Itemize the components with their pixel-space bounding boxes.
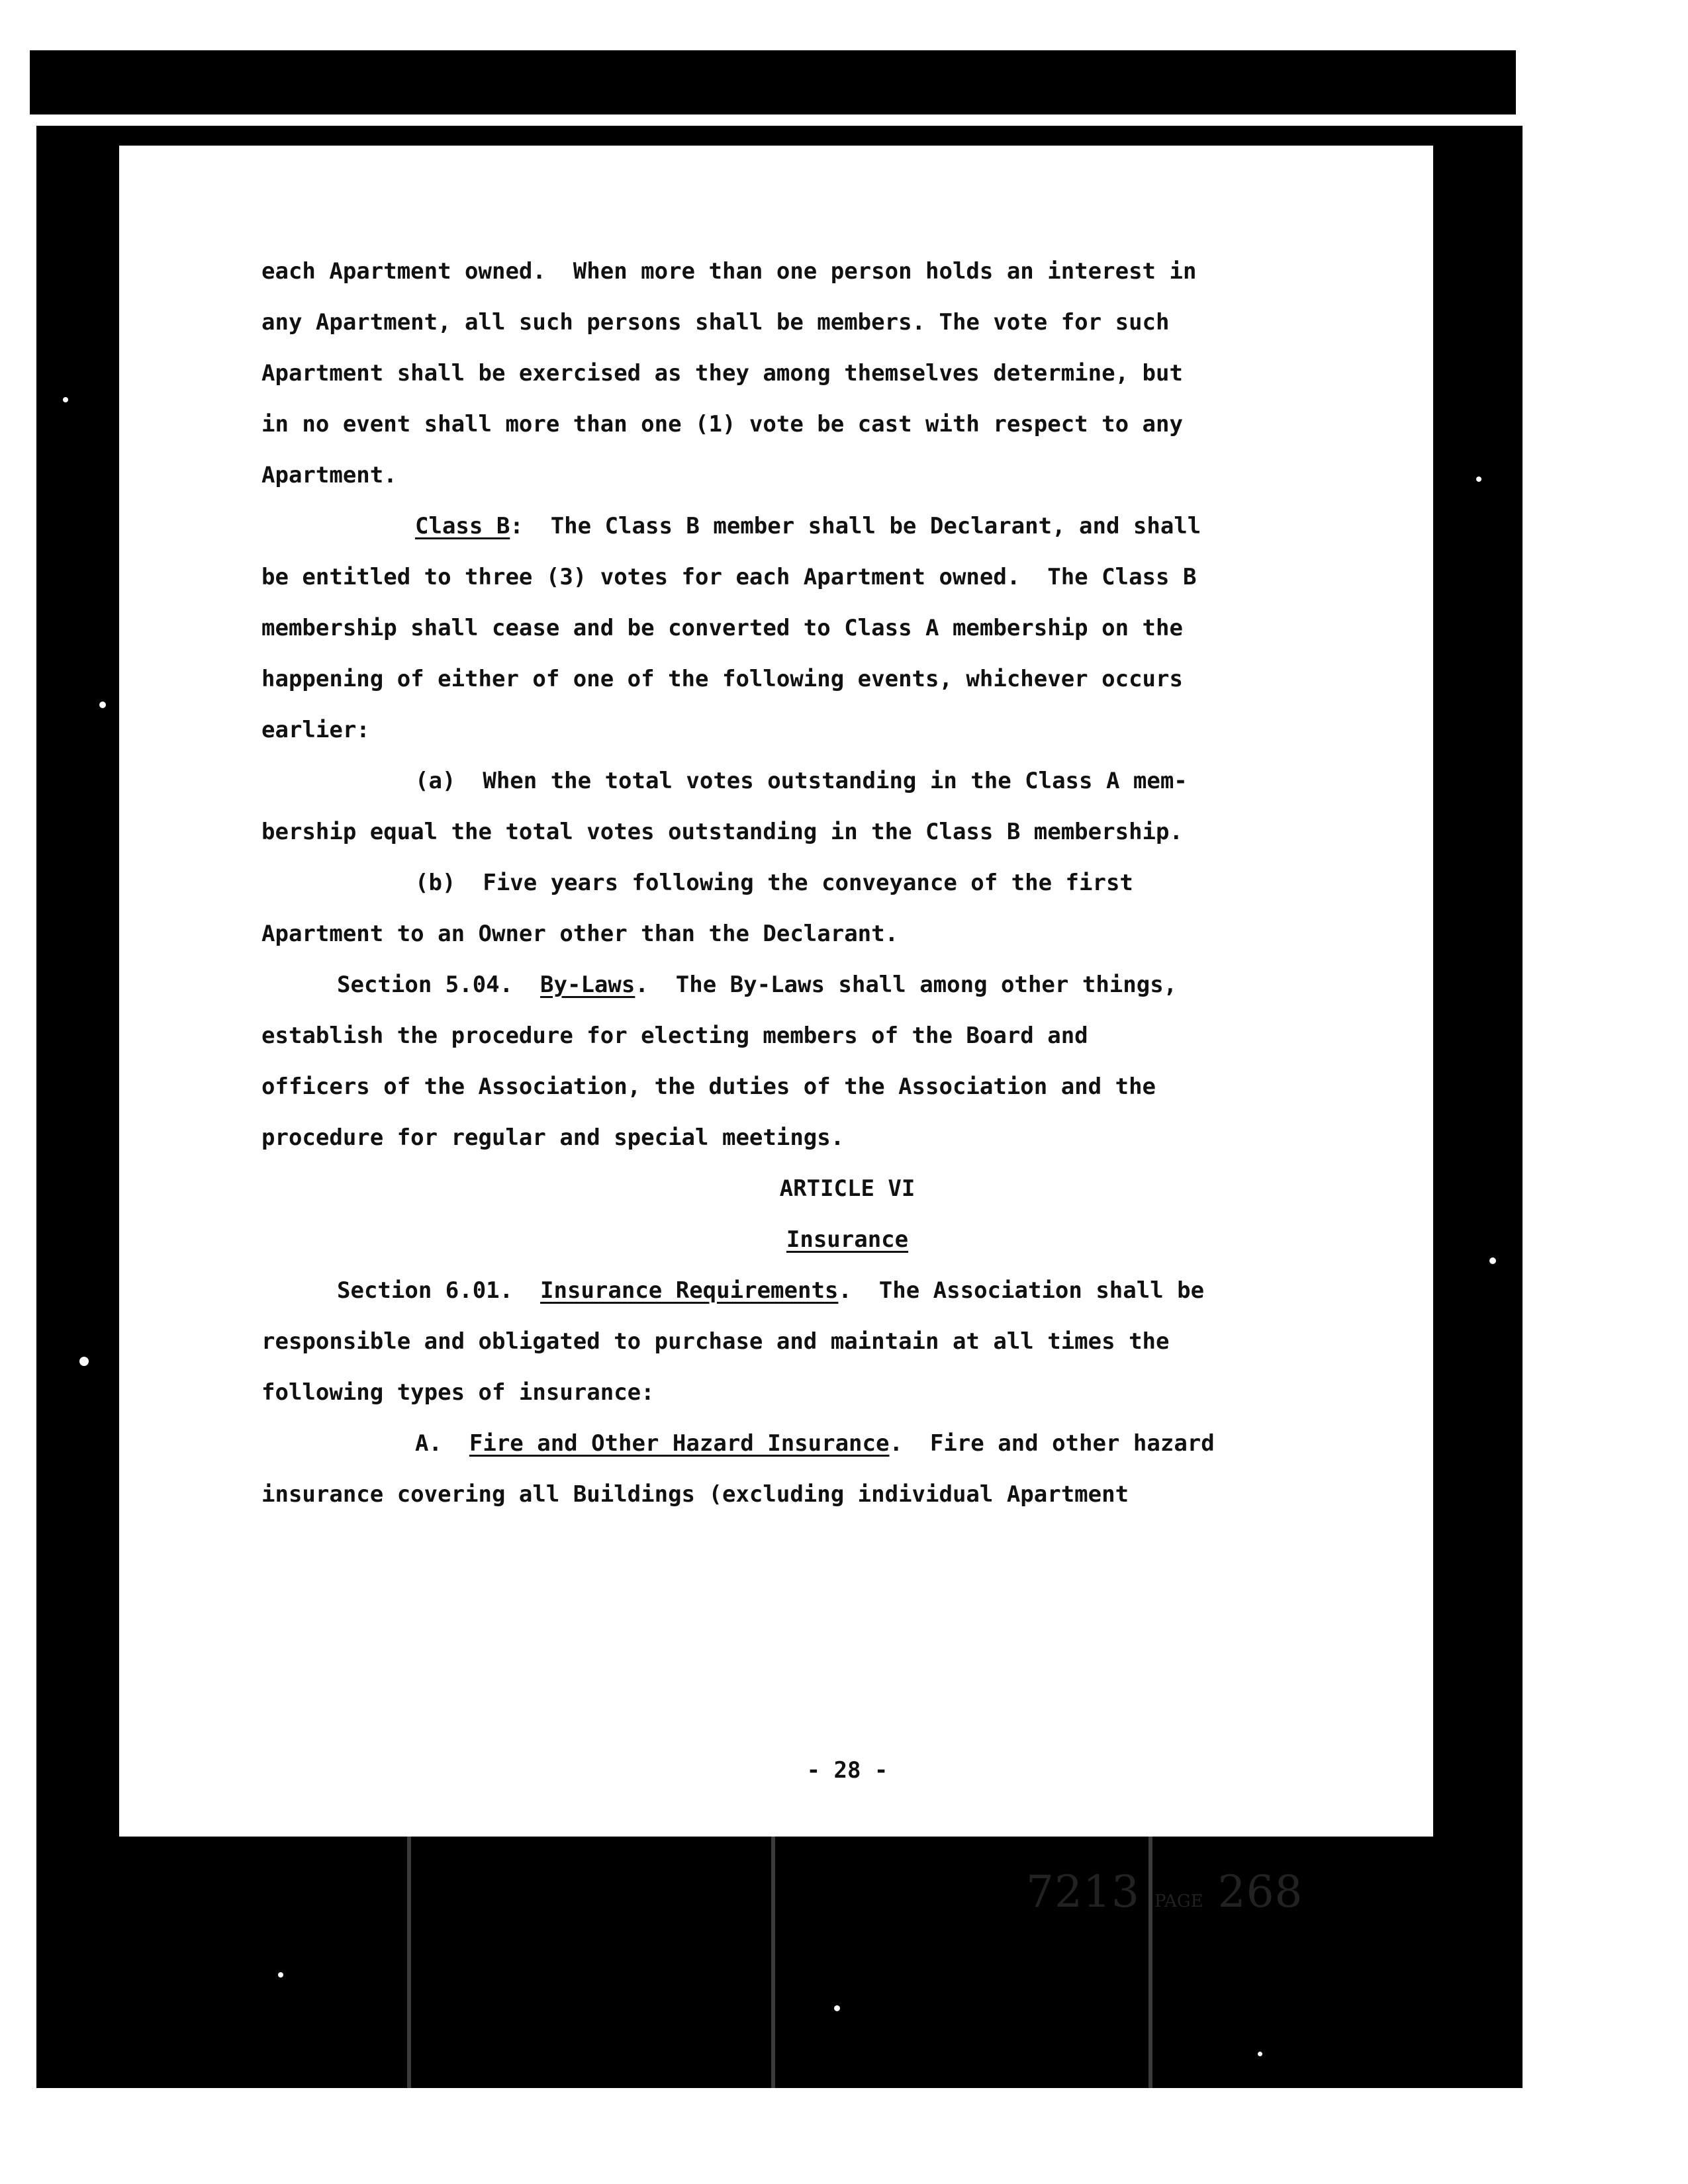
class-b-label: Class B [415, 513, 510, 539]
scan-speck [834, 2005, 840, 2011]
body-line: be entitled to three (3) votes for each Apartment owned. The Class B [261, 564, 1197, 590]
body-line: earlier: [261, 717, 370, 743]
section-601-title: Insurance Requirements [540, 1277, 839, 1304]
body-line: in no event shall more than one (1) vote be cast with respect to any [261, 411, 1183, 437]
section-601-number: Section 6.01. [337, 1277, 541, 1304]
document-page [119, 146, 1433, 1917]
body-line: membership shall cease and be converted to Class A membership on the [261, 615, 1183, 641]
recording-stamp [1026, 1866, 1303, 1917]
body-line: bership equal the total votes outstanding in the Class B membership. [261, 819, 1183, 845]
class-b-line [415, 513, 1201, 539]
section-504-title: By-Laws [540, 972, 635, 998]
article-subheading: Insurance [786, 1226, 909, 1253]
body-line: Apartment. [261, 462, 397, 488]
stamp-page: 268 [1217, 1866, 1303, 1917]
body-line: Apartment shall be exercised as they among themselves determine, but [261, 360, 1183, 387]
item-a-paren: (a) When the total votes outstanding in the Class A mem- [415, 768, 1188, 794]
body-line: responsible and obligated to purchase and maintain at all times the [261, 1328, 1170, 1355]
page-counter: of 78 [1529, 1913, 1595, 1944]
stamp-label: PAGE [1154, 1891, 1203, 1911]
body-line: Apartment to an Owner other than the Declarant. [261, 921, 899, 947]
scan-speck [99, 702, 106, 708]
class-b-text: : The Class B member shall be Declarant, and shall [510, 513, 1201, 539]
body-line: insurance covering all Buildings (excluding individual Apartment [261, 1481, 1129, 1508]
item-a-title: Fire and Other Hazard Insurance [469, 1430, 890, 1457]
article-heading: ARTICLE VI [779, 1175, 915, 1202]
scan-speck [79, 1357, 89, 1366]
section-601-text: . The Association shall be [838, 1277, 1205, 1304]
scan-speck [1476, 477, 1481, 482]
body-line: officers of the Association, the duties of the Association and the [261, 1073, 1156, 1100]
section-601-line [337, 1277, 1204, 1304]
item-a-letter: A. [415, 1430, 469, 1457]
section-504-text: . The By-Laws shall among other things, [635, 972, 1178, 998]
scan-speck [63, 397, 68, 402]
body-line: any Apartment, all such persons shall be members. The vote for such [261, 309, 1170, 336]
page-number: - 28 - [806, 1757, 888, 1784]
item-b-paren: (b) Five years following the conveyance of the first [415, 870, 1133, 896]
scan-speck [1258, 2052, 1262, 2056]
scan-divider [407, 1837, 411, 2088]
scan-speck [278, 1972, 283, 1978]
item-a-text: . Fire and other hazard [889, 1430, 1215, 1457]
item-a-line [415, 1430, 1215, 1457]
scan-divider [771, 1837, 775, 2088]
time-fragment: 4 PM [1529, 1947, 1564, 1964]
body-line: happening of either of one of the following events, whichever occurs [261, 666, 1183, 692]
section-504-number: Section 5.04. [337, 972, 541, 998]
body-line: establish the procedure for electing members of the Board and [261, 1023, 1088, 1049]
body-line: following types of insurance: [261, 1379, 655, 1406]
section-504-line [337, 972, 1177, 998]
stamp-book: 7213 [1026, 1866, 1140, 1917]
scan-speck [1489, 1257, 1496, 1264]
scan-top-border [30, 50, 1516, 114]
body-line: each Apartment owned. When more than one person holds an interest in [261, 258, 1197, 285]
body-line: procedure for regular and special meetings. [261, 1124, 845, 1151]
